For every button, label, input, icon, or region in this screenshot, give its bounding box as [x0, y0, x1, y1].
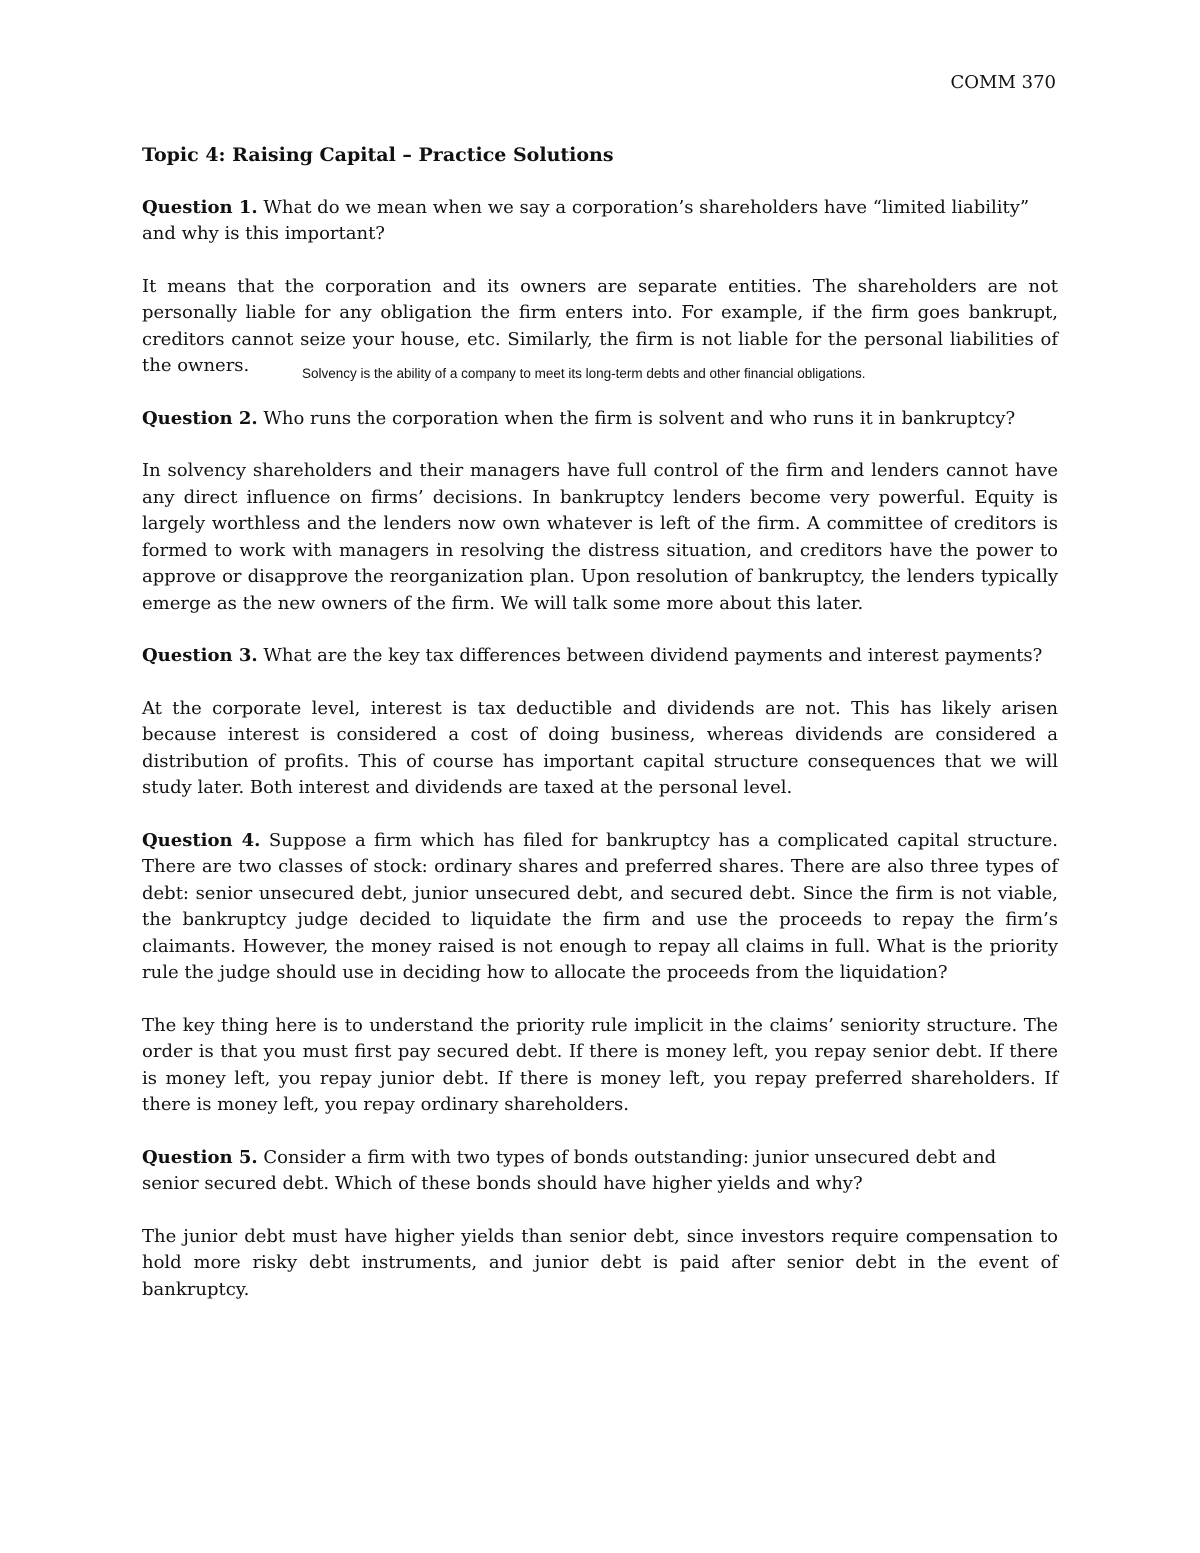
question-4-text: Suppose a firm which has filed for bankruptcy has a complicated capital structure. There are two classes of stock: ordinary shares and preferred shares. There are also three types of debt: senior unsecured debt, junior unsecured debt, and secured debt. Since the firm is not viable, the bankruptcy judge decided to liquidate the firm and use the proceeds to repay the firm’s claimants. However, the money raised is not enough to repay all claims in full. What is the priority rule the judge should use in deciding how to allocate the proceeds from the liquidation?	[142, 829, 1058, 983]
answer-1-block	[142, 274, 1058, 380]
answer-1: It means that the corporation and its owners are separate entities. The shareholders are not personally liable for any obligation the firm enters into. For example, if the firm goes bankrupt, creditors cannot seize your house, etc. Similarly, the firm is not liable for the personal liabilities of the owners.	[142, 275, 1058, 376]
solvency-note: Solvency is the ability of a company to meet its long-term debts and other financial obligations.	[302, 365, 866, 381]
question-1-text: What do we mean when we say a corporation’s shareholders have “limited liability” and why is this important?	[142, 196, 1030, 244]
question-3	[142, 643, 1058, 670]
answer-2: In solvency shareholders and their managers have full control of the firm and lenders cannot have any direct influence on firms’ decisions. In bankruptcy lenders become very powerful. Equity is largely worthless and the lenders now own whatever is left of the firm. A committee of creditors is formed to work with managers in resolving the distress situation, and creditors have the power to approve or disapprove the reorganization plan. Upon resolution of bankruptcy, the lenders typically emerge as the new owners of the firm. We will talk some more about this later.	[142, 460, 1058, 614]
question-5-label: Question 5.	[142, 1146, 258, 1168]
page-title: Topic 4: Raising Capital – Practice Solutions	[142, 144, 614, 166]
question-2-text: Who runs the corporation when the firm is solvent and who runs it in bankruptcy?	[263, 407, 1016, 429]
answer-3: At the corporate level, interest is tax deductible and dividends are not. This has likely arisen because interest is considered a cost of doing business, whereas dividends are considered a distribution of profits. This of course has important capital structure consequences that we will study later. Both interest and dividends are taxed at the personal level.	[142, 697, 1058, 798]
question-3-text: What are the key tax differences between dividend payments and interest payments?	[263, 645, 1043, 666]
question-3-label: Question 3.	[142, 645, 258, 666]
question-5	[142, 1145, 1058, 1198]
question-2-label: Question 2.	[142, 407, 258, 429]
question-1-label: Question 1.	[142, 196, 258, 218]
question-2	[142, 406, 1058, 433]
question-1	[142, 195, 1058, 248]
question-4-label: Question 4.	[142, 829, 261, 851]
answer-4: The key thing here is to understand the priority rule implicit in the claims’ seniority structure. The order is that you must first pay secured debt. If there is money left, you repay senior debt. If there is money left, you repay junior debt. If there is money left, you repay preferred shareholders. If there is money left, you repay ordinary shareholders.	[142, 1014, 1058, 1115]
answer-5: The junior debt must have higher yields than senior debt, since investors require compensation to hold more risky debt instruments, and junior debt is paid after senior debt in the event of bankruptcy.	[142, 1225, 1058, 1300]
course-code: COMM 370	[950, 72, 1056, 93]
question-4	[142, 828, 1058, 987]
question-5-text: Consider a firm with two types of bonds outstanding: junior unsecured debt and senior secured debt. Which of these bonds should have higher yields and why?	[142, 1146, 997, 1194]
document-content	[142, 142, 1058, 1329]
